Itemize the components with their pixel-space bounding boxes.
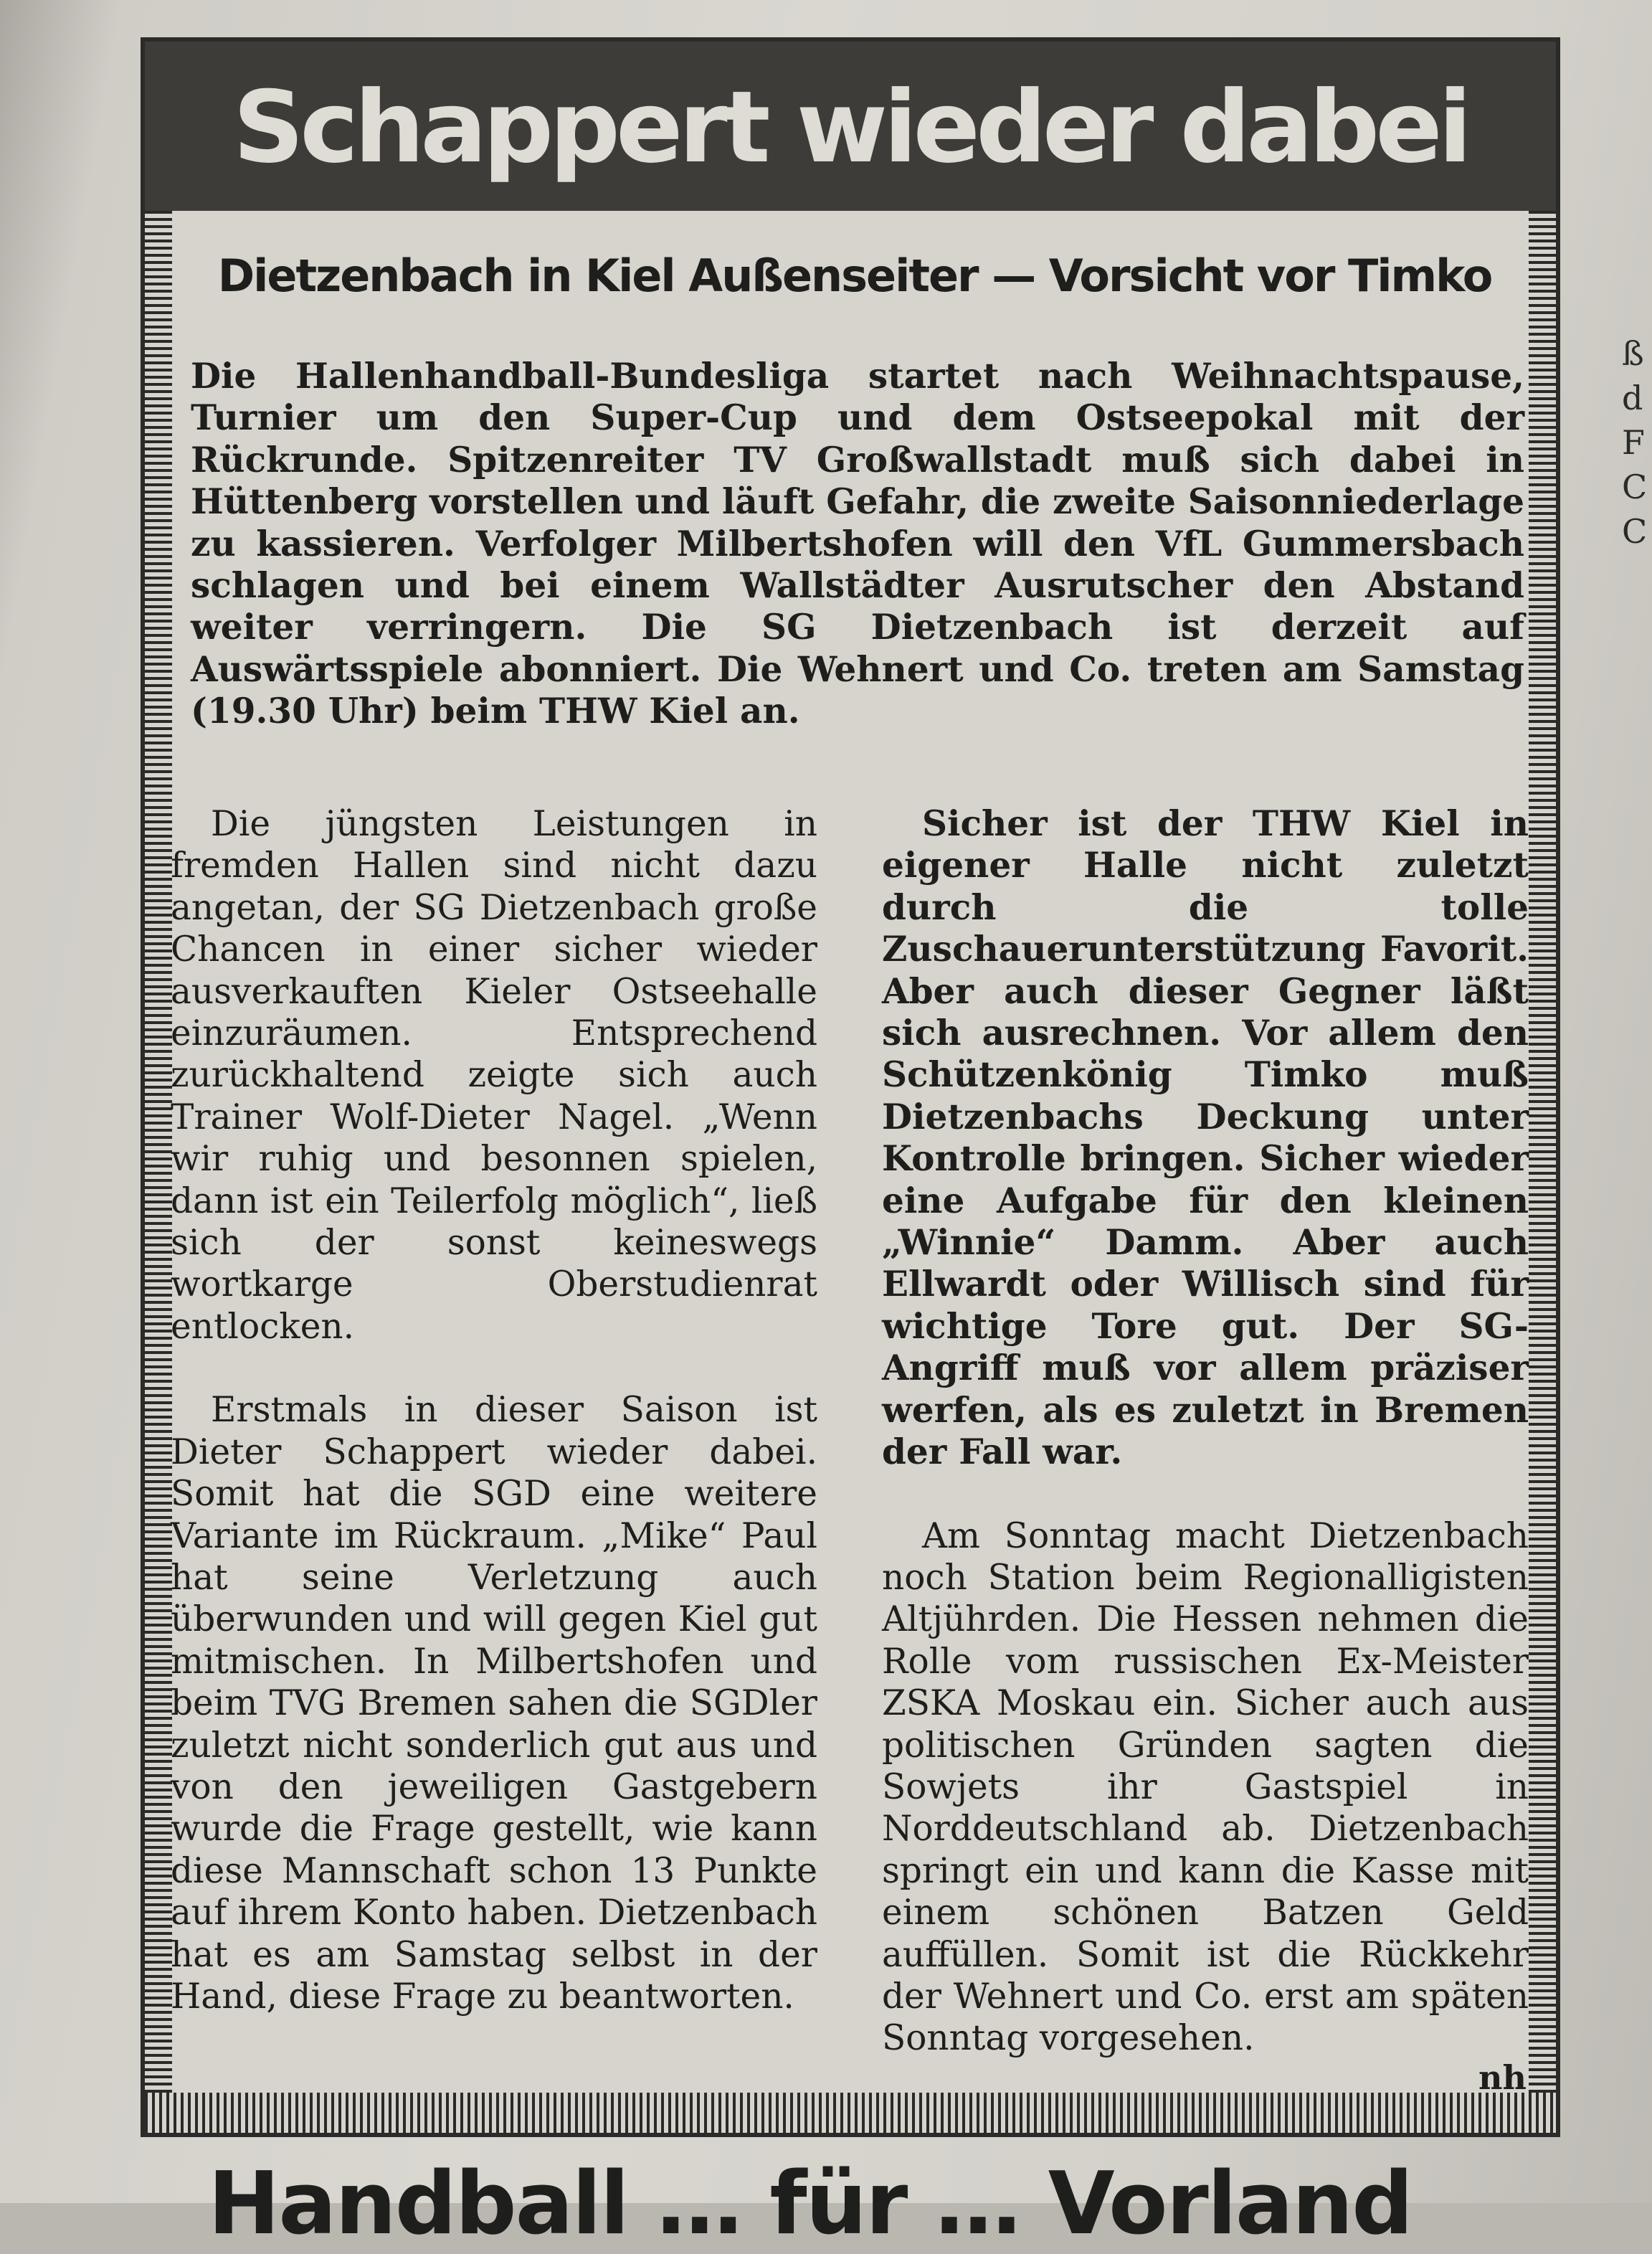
headline-bar xyxy=(145,42,1556,211)
right-column xyxy=(882,803,1529,2101)
subheadline: Dietzenbach in Kiel Außenseiter — Vorsicht vor Timko xyxy=(217,250,1492,302)
author-initials: nh xyxy=(1478,2058,1527,2097)
right-paragraph-2: Am Sonntag macht Dietzenbach noch Station beim Regionalligisten Altjührden. Die Hessen nehmen die Rolle vom russischen Ex-Meister ZSKA Moskau ein. Sicher auch aus politischen Gründen sagten die Sowjets ihr Gastspiel in Norddeutschland ab. Dietzenbach springt ein und kann die Kasse mit einem schönen Batzen Geld auffüllen. Somit ist die Rückkehr der Wehnert und Co. erst am späten Sonntag vorgesehen. xyxy=(882,1515,1529,2059)
left-paragraph-1: Die jüngsten Leistungen in fremden Hallen sind nicht dazu angetan, der SG Dietzenbach große Chancen in einer sicher wieder ausverkauften Kieler Ostseehalle einzuräumen. Entsprechend zurückhaltend zeigte sich auch Trainer Wolf-Dieter Nagel. „Wenn wir ruhig und besonnen spielen, dann ist ein Teilerfolg möglich“, ließ sich der sonst keineswegs wortkarge Oberstudienrat entlocken. xyxy=(171,804,817,1347)
margin-fragment: C xyxy=(1622,512,1648,551)
margin-fragment: F xyxy=(1622,423,1645,462)
hatched-border-left xyxy=(145,211,172,2097)
left-paragraph-2: Erstmals in dieser Saison ist Dieter Schappert wieder dabei. Somit hat die SGD eine weitere Variante im Rückraum. „Mike“ Paul hat seine Verletzung auch überwunden und will gegen Kiel gut mitmischen. In Milbertshofen und beim TVG Bremen sahen die SGDler zuletzt nicht sonderlich gut aus und von den jeweiligen Gastgebern wurde die Frage gestellt, wie kann diese Mannschaft schon 13 Punkte auf ihrem Konto haben. Dietzenbach hat es am Samstag selbst in der Hand, diese Frage zu beantworten. xyxy=(171,1390,817,2017)
hatched-border-right xyxy=(1529,211,1556,2097)
intro-paragraph: Die Hallenhandball-Bundesliga startet nach Weihnachtspause, Turnier um den Super-Cup und dem Ostseepokal mit der Rückrunde. Spitzenreiter TV Großwallstadt muß sich dabei in Hüttenberg vorstellen und läuft Gefahr, die zweite Saisonniederlage zu kassieren. Verfolger Milbertshofen will den VfL Gummersbach schlagen und bei einem Wallstädter Ausrutscher den Abstand weiter verringern. Die SG Dietzenbach ist derzeit auf Auswärtsspiele abonniert. Die Wehnert und Co. treten am Samstag (19.30 Uhr) beim THW Kiel an. xyxy=(191,356,1524,732)
headline: Schappert wieder dabei xyxy=(232,70,1468,185)
margin-fragment: C xyxy=(1622,468,1648,506)
right-paragraph-1: Sicher ist der THW Kiel in eigener Halle nicht zuletzt durch die tolle Zuschauerunterstützung Favorit. Aber auch dieser Gegner läßt sich ausrechnen. Vor allem den Schützenkönig Timko muß Dietzenbachs Deckung unter Kontrolle bringen. Sicher wieder eine Aufgabe für den kleinen „Winnie“ Damm. Aber auch Ellwardt oder Willisch sind für wichtige Tore gut. Der SG-Angriff muß vor allem präziser werfen, als es zuletzt in Bremen der Fall war. xyxy=(882,803,1529,1473)
article-box xyxy=(141,37,1560,2137)
margin-fragment: d xyxy=(1622,379,1643,417)
margin-fragment: ß xyxy=(1622,334,1644,373)
adjacent-column-fragments xyxy=(1622,331,1651,554)
left-column xyxy=(171,803,817,2059)
next-article-headline: Handball … für … Vorland xyxy=(208,2154,1413,2254)
